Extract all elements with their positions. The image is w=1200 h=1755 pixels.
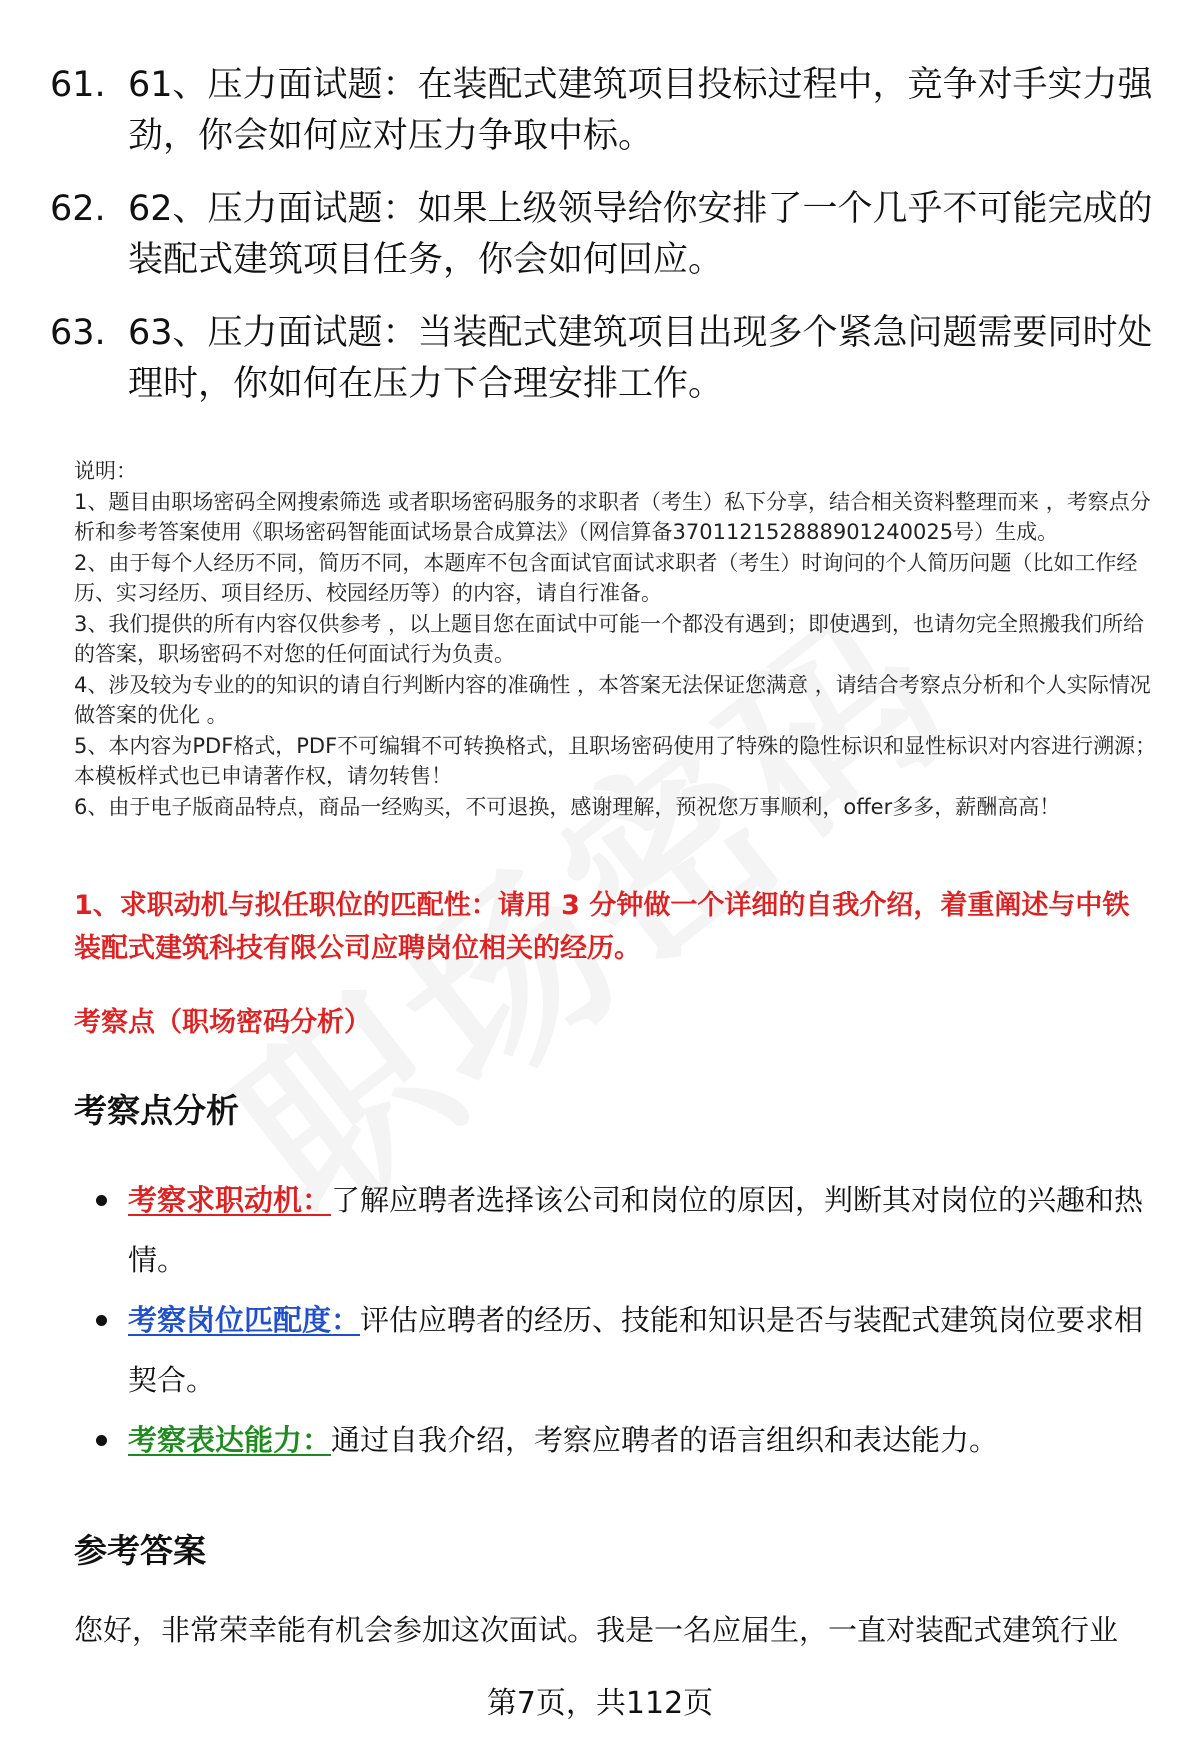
question-item (50, 60, 1160, 162)
analysis-text: 评估应聘者的经历、技能和知识是否与装配式建筑岗位要求相契合。 (128, 1303, 1144, 1397)
question-text: 61、压力面试题：在装配式建筑项目投标过程中，竞争对手实力强劲，你会如何应对压力争取中标。 (128, 65, 1153, 156)
question-text: 63、压力面试题：当装配式建筑项目出现多个紧急问题需要同时处理时，你如何在压力下合理安排工作。 (128, 313, 1153, 404)
sub-heading: 考察点（职场密码分析） (74, 1007, 371, 1038)
note-item: 3、我们提供的所有内容仅供参考 ，以上题目您在面试中可能一个都没有遇到；即使遇到，也请勿完全照搬我们所给的答案，职场密码不对您的任何面试行为负责。 (74, 611, 1145, 666)
analysis-item (96, 1170, 1156, 1290)
analysis-heading: 考察点分析 (74, 1091, 239, 1130)
analysis-item (96, 1290, 1156, 1410)
question-number: 61. (50, 65, 106, 105)
analysis-list (96, 1170, 1156, 1470)
note-item: 2、由于每个人经历不同，简历不同，本题库不包含面试官面试求职者（考生）时询问的个人简历问题（比如工作经历、实习经历、项目经历、校园经历等）的内容，请自行准备。 (74, 550, 1138, 605)
analysis-keyword: 考察岗位匹配度： (128, 1303, 361, 1337)
question-item (50, 184, 1160, 286)
analysis-keyword: 考察表达能力： (128, 1423, 332, 1457)
answer-text: 您好，非常荣幸能有机会参加这次面试。我是一名应届生，一直对装配式建筑行业 (74, 1613, 1119, 1647)
notes-title: 说明： (74, 459, 137, 483)
analysis-text: 了解应聘者选择该公司和岗位的原因，判断其对岗位的兴趣和热情。 (128, 1183, 1144, 1277)
page-footer: 第7页，共112页 (486, 1686, 714, 1721)
analysis-text: 通过自我介绍，考察应聘者的语言组织和表达能力。 (331, 1423, 999, 1457)
answer-heading: 参考答案 (74, 1531, 206, 1570)
bullet-icon (96, 1435, 107, 1446)
question-text: 62、压力面试题：如果上级领导给你安排了一个几乎不可能完成的装配式建筑项目任务，你会如何回应。 (128, 189, 1153, 280)
main-question: 1、求职动机与拟任职位的匹配性：请用 3 分钟做一个详细的自我介绍，着重阐述与中铁装配式建筑科技有限公司应聘岗位相关的经历。 (74, 890, 1130, 964)
question-item (50, 308, 1160, 410)
question-list (50, 60, 1160, 432)
bullet-icon (96, 1315, 107, 1326)
analysis-item (96, 1410, 1156, 1470)
note-item: 5、本内容为PDF格式，PDF不可编辑不可转换格式，且职场密码使用了特殊的隐性标识和显性标识对内容进行溯源；本模板样式也已申请著作权，请勿转售！ (74, 733, 1157, 788)
bullet-icon (96, 1195, 107, 1206)
note-item: 6、由于电子版商品特点，商品一经购买，不可退换，感谢理解，预祝您万事顺利，offer多多，薪酬高高！ (74, 794, 1061, 819)
note-item: 4、涉及较为专业的的知识的请自行判断内容的准确性 ，本答案无法保证您满意 ，请结合考察点分析和个人实际情况做答案的优化 。 (74, 672, 1151, 727)
question-number: 63. (50, 313, 106, 353)
note-item: 1、题目由职场密码全网搜索筛选 或者职场密码服务的求职者（考生）私下分享，结合相关资料整理而来 ，考察点分析和参考答案使用《职场密码智能面试场景合成算法》（网信算备370112152888901240025号）生成。 (74, 489, 1151, 544)
question-number: 62. (50, 189, 106, 229)
analysis-keyword: 考察求职动机： (128, 1183, 332, 1217)
notes-section (74, 456, 1160, 822)
